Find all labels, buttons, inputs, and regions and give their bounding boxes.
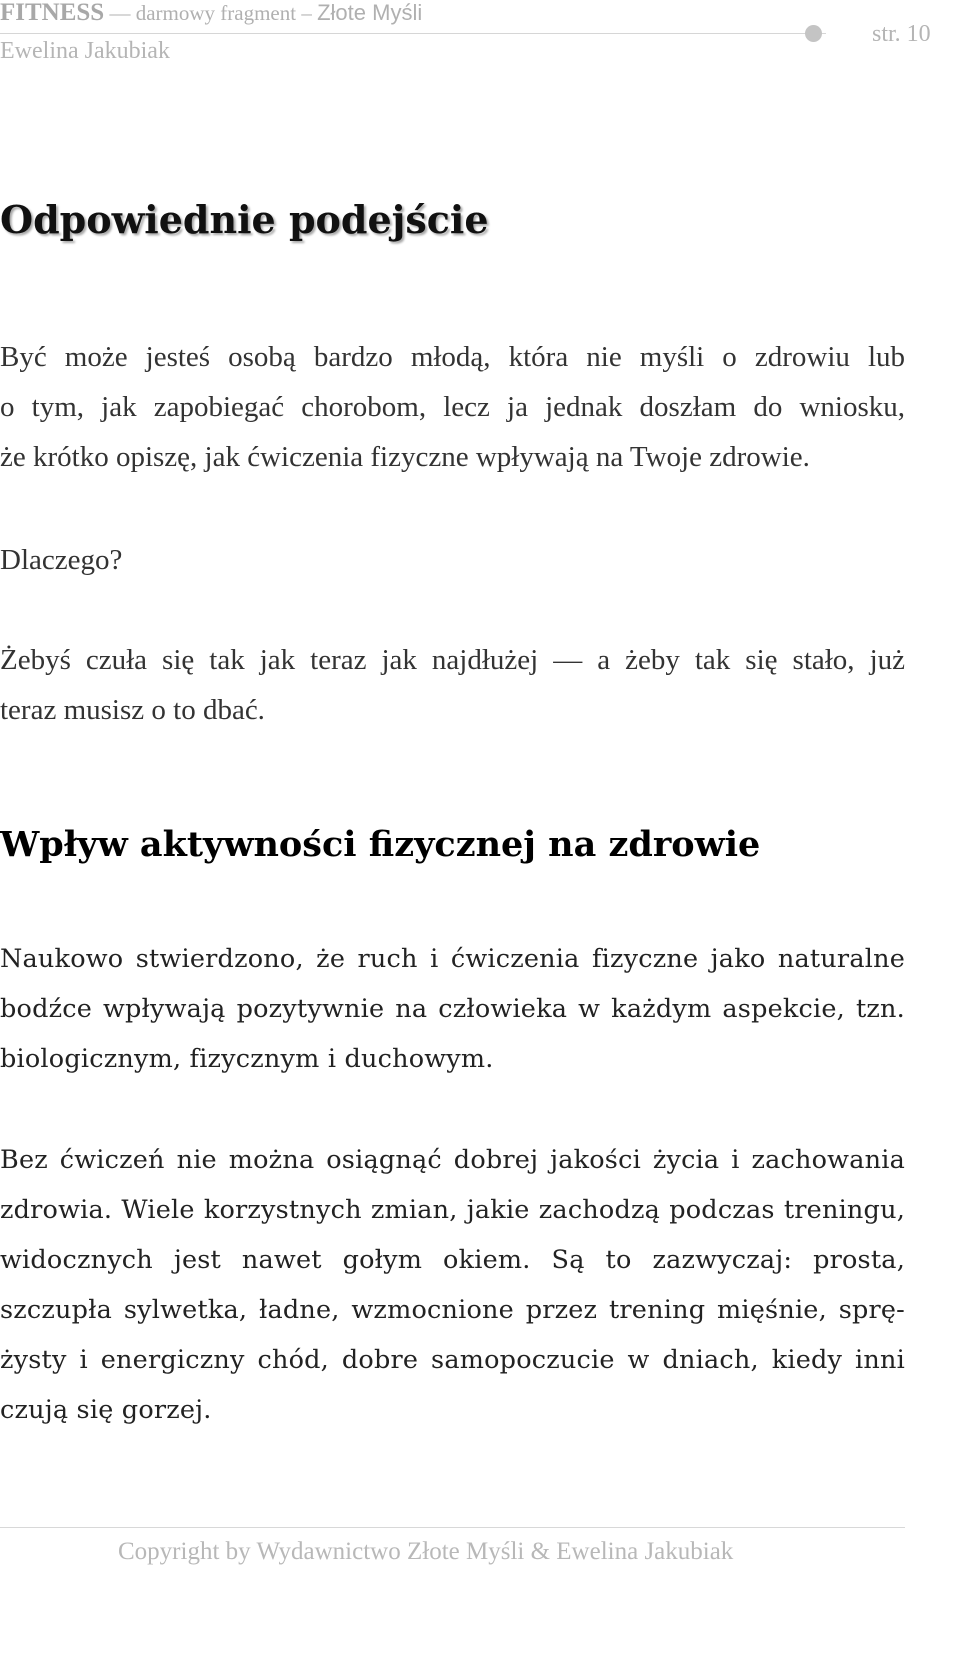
intro-paragraph (0, 332, 905, 482)
answer-paragraph (0, 635, 905, 735)
paragraph-line: czują się gorzej. (0, 1395, 212, 1425)
page-title: Odpowiednie podejście (0, 197, 489, 242)
header-rule (0, 33, 826, 34)
paragraph-line: zdrowia. Wiele korzystnych zmian, jakie zachodzą podczas treningu, (0, 1195, 905, 1225)
page-number: str. 10 (872, 21, 931, 47)
paragraph-line: Żebyś czuła się tak jak teraz jak najdłużej — a żeby tak się stało, już (0, 644, 905, 676)
paragraph-line: teraz musisz o to dbać. (0, 694, 265, 726)
paragraph-line: że krótko opiszę, jak ćwiczenia fizyczne wpływają na Twoje zdrowie. (0, 441, 810, 473)
header-subtitle: darmowy fragment (135, 1, 297, 25)
header-separator: — (104, 1, 136, 25)
header-author: Ewelina Jakubiak (0, 38, 170, 64)
paragraph-line: bodźce wpływają pozytywnie na człowieka w każdym aspekcie, tzn. (0, 994, 905, 1024)
footer-rule (0, 1527, 905, 1528)
science-paragraph (0, 934, 905, 1084)
section-heading: Wpływ aktywności fizycznej na zdrowie (0, 824, 761, 865)
page-header (0, 0, 960, 70)
header-brand: Złote Myśli (317, 0, 423, 25)
paragraph-line: Naukowo stwierdzono, że ruch i ćwiczenia fizyczne jako naturalne (0, 944, 905, 974)
paragraph-line: Dlaczego? (0, 544, 123, 576)
paragraph-line: szczupła sylwetka, ładne, wzmocnione przez trening mięśnie, sprę- (0, 1295, 905, 1325)
bullet-dot-icon (805, 25, 822, 42)
paragraph-line: żysty i energiczny chód, dobre samopoczucie w dniach, kiedy inni (0, 1345, 905, 1375)
paragraph-line: widocznych jest nawet gołym okiem. Są to zazwyczaj: prosta, (0, 1245, 905, 1275)
header-series: FITNESS (0, 0, 105, 26)
paragraph-line: o tym, jak zapobiegać chorobom, lecz ja jednak doszłam do wniosku, (0, 391, 905, 423)
header-separator-2: – (296, 1, 318, 25)
paragraph-line: Być może jesteś osobą bardzo młodą, która nie myśli o zdrowiu lub (0, 341, 905, 373)
paragraph-line: Bez ćwiczeń nie można osiągnąć dobrej jakości życia i zachowania (0, 1145, 905, 1175)
header-title-line (0, 0, 422, 27)
footer-copyright: Copyright by Wydawnictwo Złote Myśli & Ewelina Jakubiak (118, 1538, 734, 1565)
question-paragraph (0, 535, 905, 585)
paragraph-line: biologicznym, fizycznym i duchowym. (0, 1044, 494, 1074)
benefits-paragraph (0, 1135, 905, 1435)
